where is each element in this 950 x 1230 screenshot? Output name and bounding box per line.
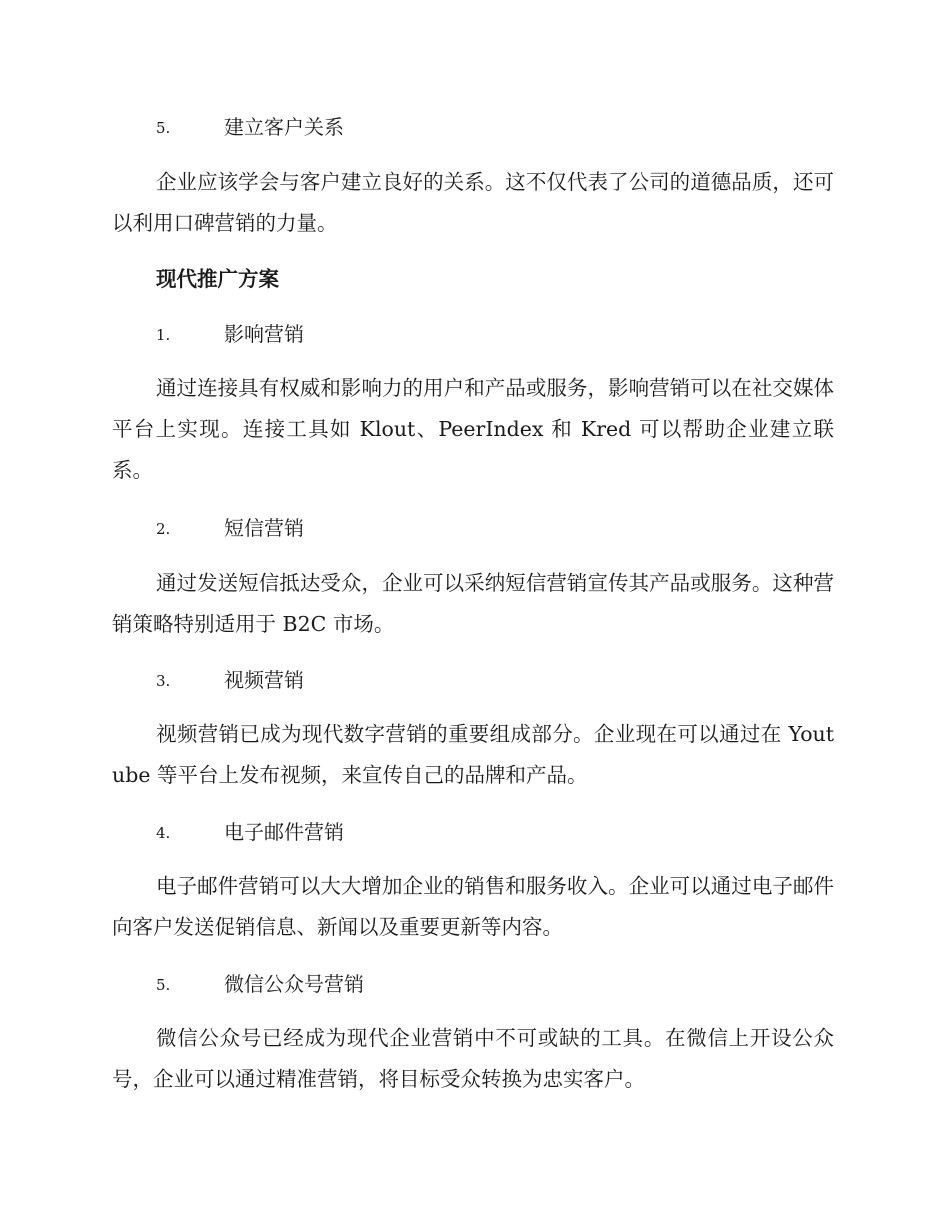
body-paragraph: 通过发送短信抵达受众，企业可以采纳短信营销宣传其产品或服务。这种营销策略特别适用于 B2C 市场。	[112, 571, 834, 636]
list-number: 2.	[156, 520, 171, 538]
list-title: 微信公众号营销	[224, 972, 364, 996]
body-paragraph: 通过连接具有权威和影响力的用户和产品或服务，影响营销可以在社交媒体平台上实现。连接工具如 Klout、PeerIndex 和 Kred 可以帮助企业建立联系。	[112, 376, 834, 482]
list-title: 视频营销	[224, 668, 304, 692]
section-heading: 现代推广方案	[156, 267, 279, 291]
list-item-heading	[112, 666, 834, 694]
list-title: 短信营销	[224, 516, 304, 540]
list-title: 建立客户关系	[224, 115, 344, 139]
list-item-heading	[112, 970, 834, 998]
list-number: 3.	[156, 672, 171, 690]
list-item-heading	[112, 514, 834, 542]
list-item-heading	[112, 113, 834, 141]
list-number: 1.	[156, 326, 171, 344]
body-paragraph: 视频营销已成为现代数字营销的重要组成部分。企业现在可以通过在 Youtube 等平台上发布视频，来宣传自己的品牌和产品。	[112, 722, 834, 787]
body-paragraph: 企业应该学会与客户建立良好的关系。这不仅代表了公司的道德品质，还可以利用口碑营销的力量。	[112, 170, 834, 235]
list-title: 影响营销	[224, 322, 304, 346]
list-number: 5.	[156, 976, 171, 994]
list-item-heading	[112, 818, 834, 846]
list-number: 5.	[156, 119, 171, 137]
list-number: 4.	[156, 824, 171, 842]
body-paragraph: 微信公众号已经成为现代企业营销中不可或缺的工具。在微信上开设公众号，企业可以通过精准营销，将目标受众转换为忠实客户。	[112, 1026, 834, 1091]
list-item-heading	[112, 320, 834, 348]
list-title: 电子邮件营销	[224, 820, 344, 844]
body-paragraph: 电子邮件营销可以大大增加企业的销售和服务收入。企业可以通过电子邮件向客户发送促销信息、新闻以及重要更新等内容。	[112, 874, 834, 939]
